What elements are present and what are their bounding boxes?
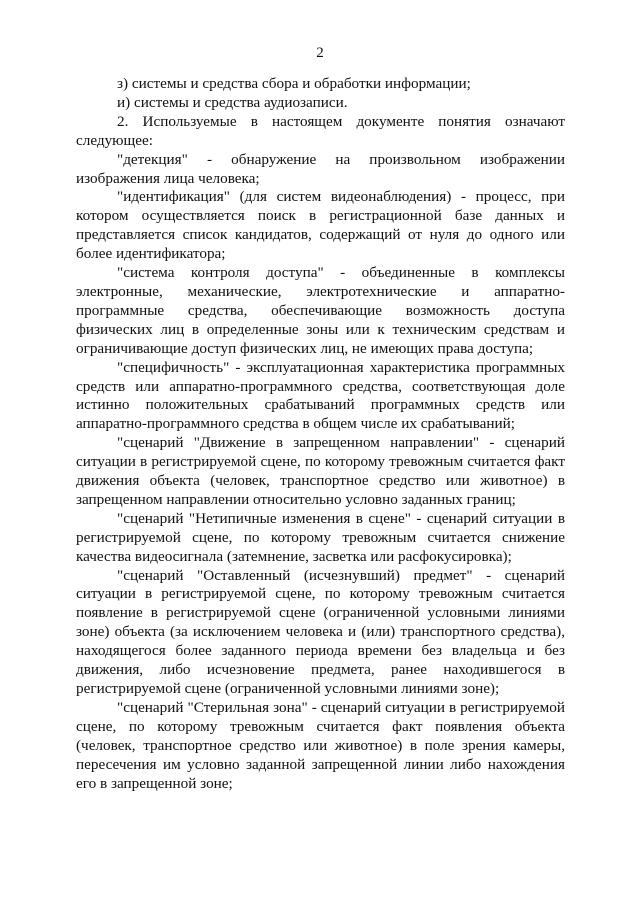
- section-2-intro-paragraph: 2. Используемые в настоящем документе понятия означают следующее:: [76, 112, 565, 149]
- item-i-paragraph: и) системы и средства аудиозаписи.: [117, 93, 348, 111]
- definition-specificity: "специфичность" - эксплуатационная характеристика программных средств или аппаратно-программного средства, соответствующая доле истинно положительных срабатываний программных средств или аппаратно-программного средства в общем числе их срабатываний;: [76, 358, 565, 433]
- definition-scenario-sterile-zone: "сценарий "Стерильная зона" - сценарий ситуации в регистрируемой сцене, по которому тревожным считается факт появления объекта (человек, транспортное средство или животное) в поле зрения камеры, пересечения им условно заданной запрещенной линии либо нахождения его в запрещенной зоне;: [76, 698, 565, 792]
- definition-scenario-wrong-direction: "сценарий "Движение в запрещенном направлении" - сценарий ситуации в регистрируемой сцене, по которому тревожным считается факт движения объекта (человек, транспортное средство или животное) в запрещенном направлении относительно условно заданных границ;: [76, 434, 565, 508]
- definition-scenario-abandoned-object: "сценарий "Оставленный (исчезнувший) предмет" - сценарий ситуации в регистрируемой сцене, по которому тревожным считается появление в регистрируемой сцене (ограниченной условными линиями зоне) объекта (за исключением человека и (или) транспортного средства), находящегося более заданного периода времени без владельца и без движения, либо исчезновение предмета, ранее находившегося в регистрируемой сцене (ограниченной условными линиями зоне);: [76, 566, 565, 697]
- item-z-paragraph: з) системы и средства сбора и обработки информации;: [117, 75, 471, 92]
- document-body: [76, 75, 565, 793]
- definition-identification: "идентификация" (для систем видеонаблюдения) - процесс, при котором осуществляется поиск в регистрационной базе данных и представляется список кандидатов, содержащий от нуля до одного или более идентификатора;: [76, 188, 565, 263]
- definition-detection: "детекция" - обнаружение на произвольном изображении изображения лица человека;: [76, 150, 565, 187]
- page-number: 2: [316, 45, 324, 61]
- definition-access-control-system: "система контроля доступа" - объединенные в комплексы электронные, механические, электротехнические и аппаратно-программные средства, обеспечивающие возможность доступа физических лиц в определенные зоны или к техническим средствам и ограничивающие доступ физических лиц, не имеющих права доступа;: [76, 264, 565, 357]
- definition-scenario-atypical-changes: "сценарий "Нетипичные изменения в сцене" - сценарий ситуации в регистрируемой сцене, по которому тревожным считается снижение качества видеосигнала (затемнение, засветка или расфокусировка);: [76, 509, 565, 565]
